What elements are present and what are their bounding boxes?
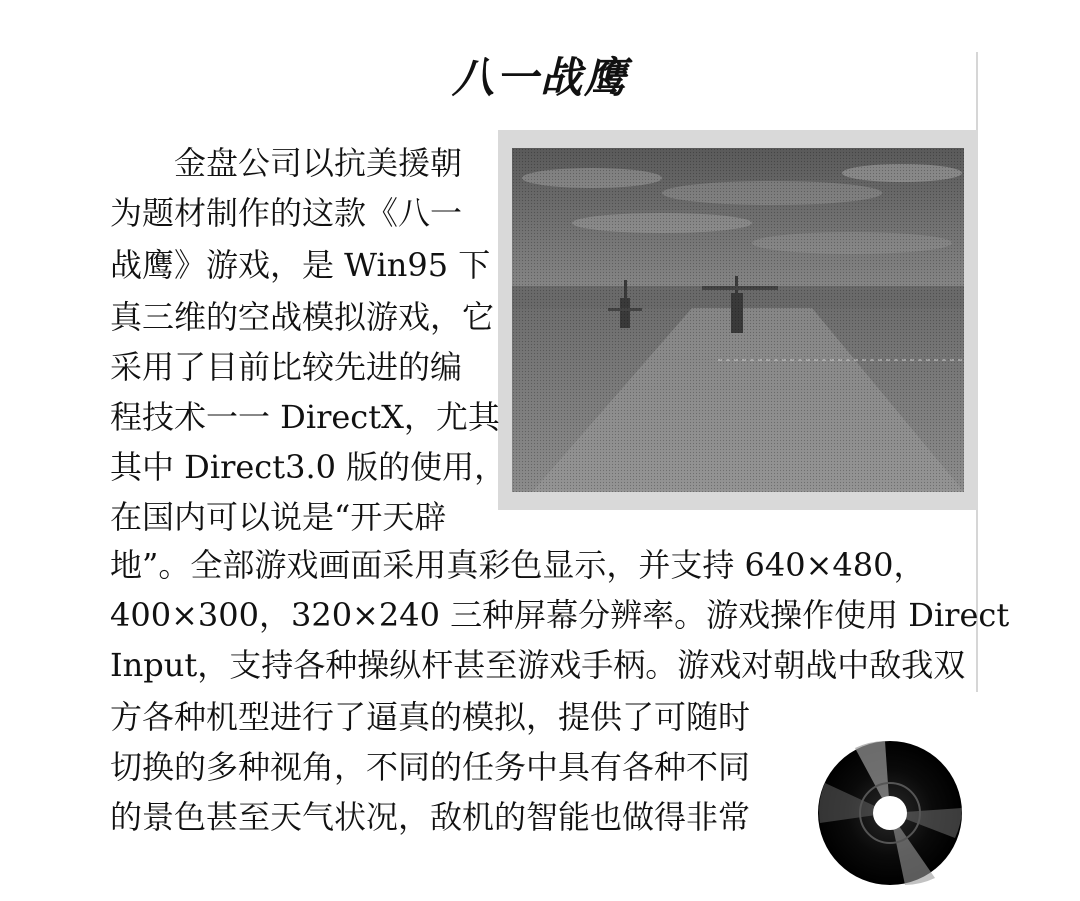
text-line-8: 在国内可以说是“开天辟: [110, 498, 447, 536]
text-line-10: 400×300，320×240 三种屏幕分辨率。游戏操作使用 Direct: [110, 596, 1010, 634]
text-line-6: 程技术一一 DirectX，尤其: [110, 398, 500, 436]
halftone-overlay: [512, 148, 964, 492]
cd-disc-icon: [815, 738, 965, 892]
game-screenshot-image: [512, 148, 964, 492]
text-line-1: 金盘公司以抗美援朝: [110, 144, 463, 182]
text-line-11: Input，支持各种操纵杆甚至游戏手柄。游戏对朝战中敌我双: [110, 646, 966, 684]
text-line-7: 其中 Direct3.0 版的使用，: [110, 448, 507, 486]
text-line-5: 采用了目前比较先进的编: [110, 348, 463, 386]
text-line-13: 切换的多种视角，不同的任务中具有各种不同: [110, 748, 751, 786]
text-line-14: 的景色甚至天气状况，敌机的智能也做得非常: [110, 798, 751, 836]
text-line-3: 战鹰》游戏，是 Win95 下: [110, 246, 491, 284]
text-line-9: 地”。全部游戏画面采用真彩色显示，并支持 640×480，: [110, 546, 926, 584]
game-screenshot: [498, 130, 978, 510]
article-title: 八一战鹰: [451, 53, 628, 102]
text-line-2: 为题材制作的这款《八一: [110, 194, 463, 232]
text-line-4: 真三维的空战模拟游戏，它: [110, 298, 495, 336]
text-line-12: 方各种机型进行了逼真的模拟，提供了可随时: [110, 698, 751, 736]
